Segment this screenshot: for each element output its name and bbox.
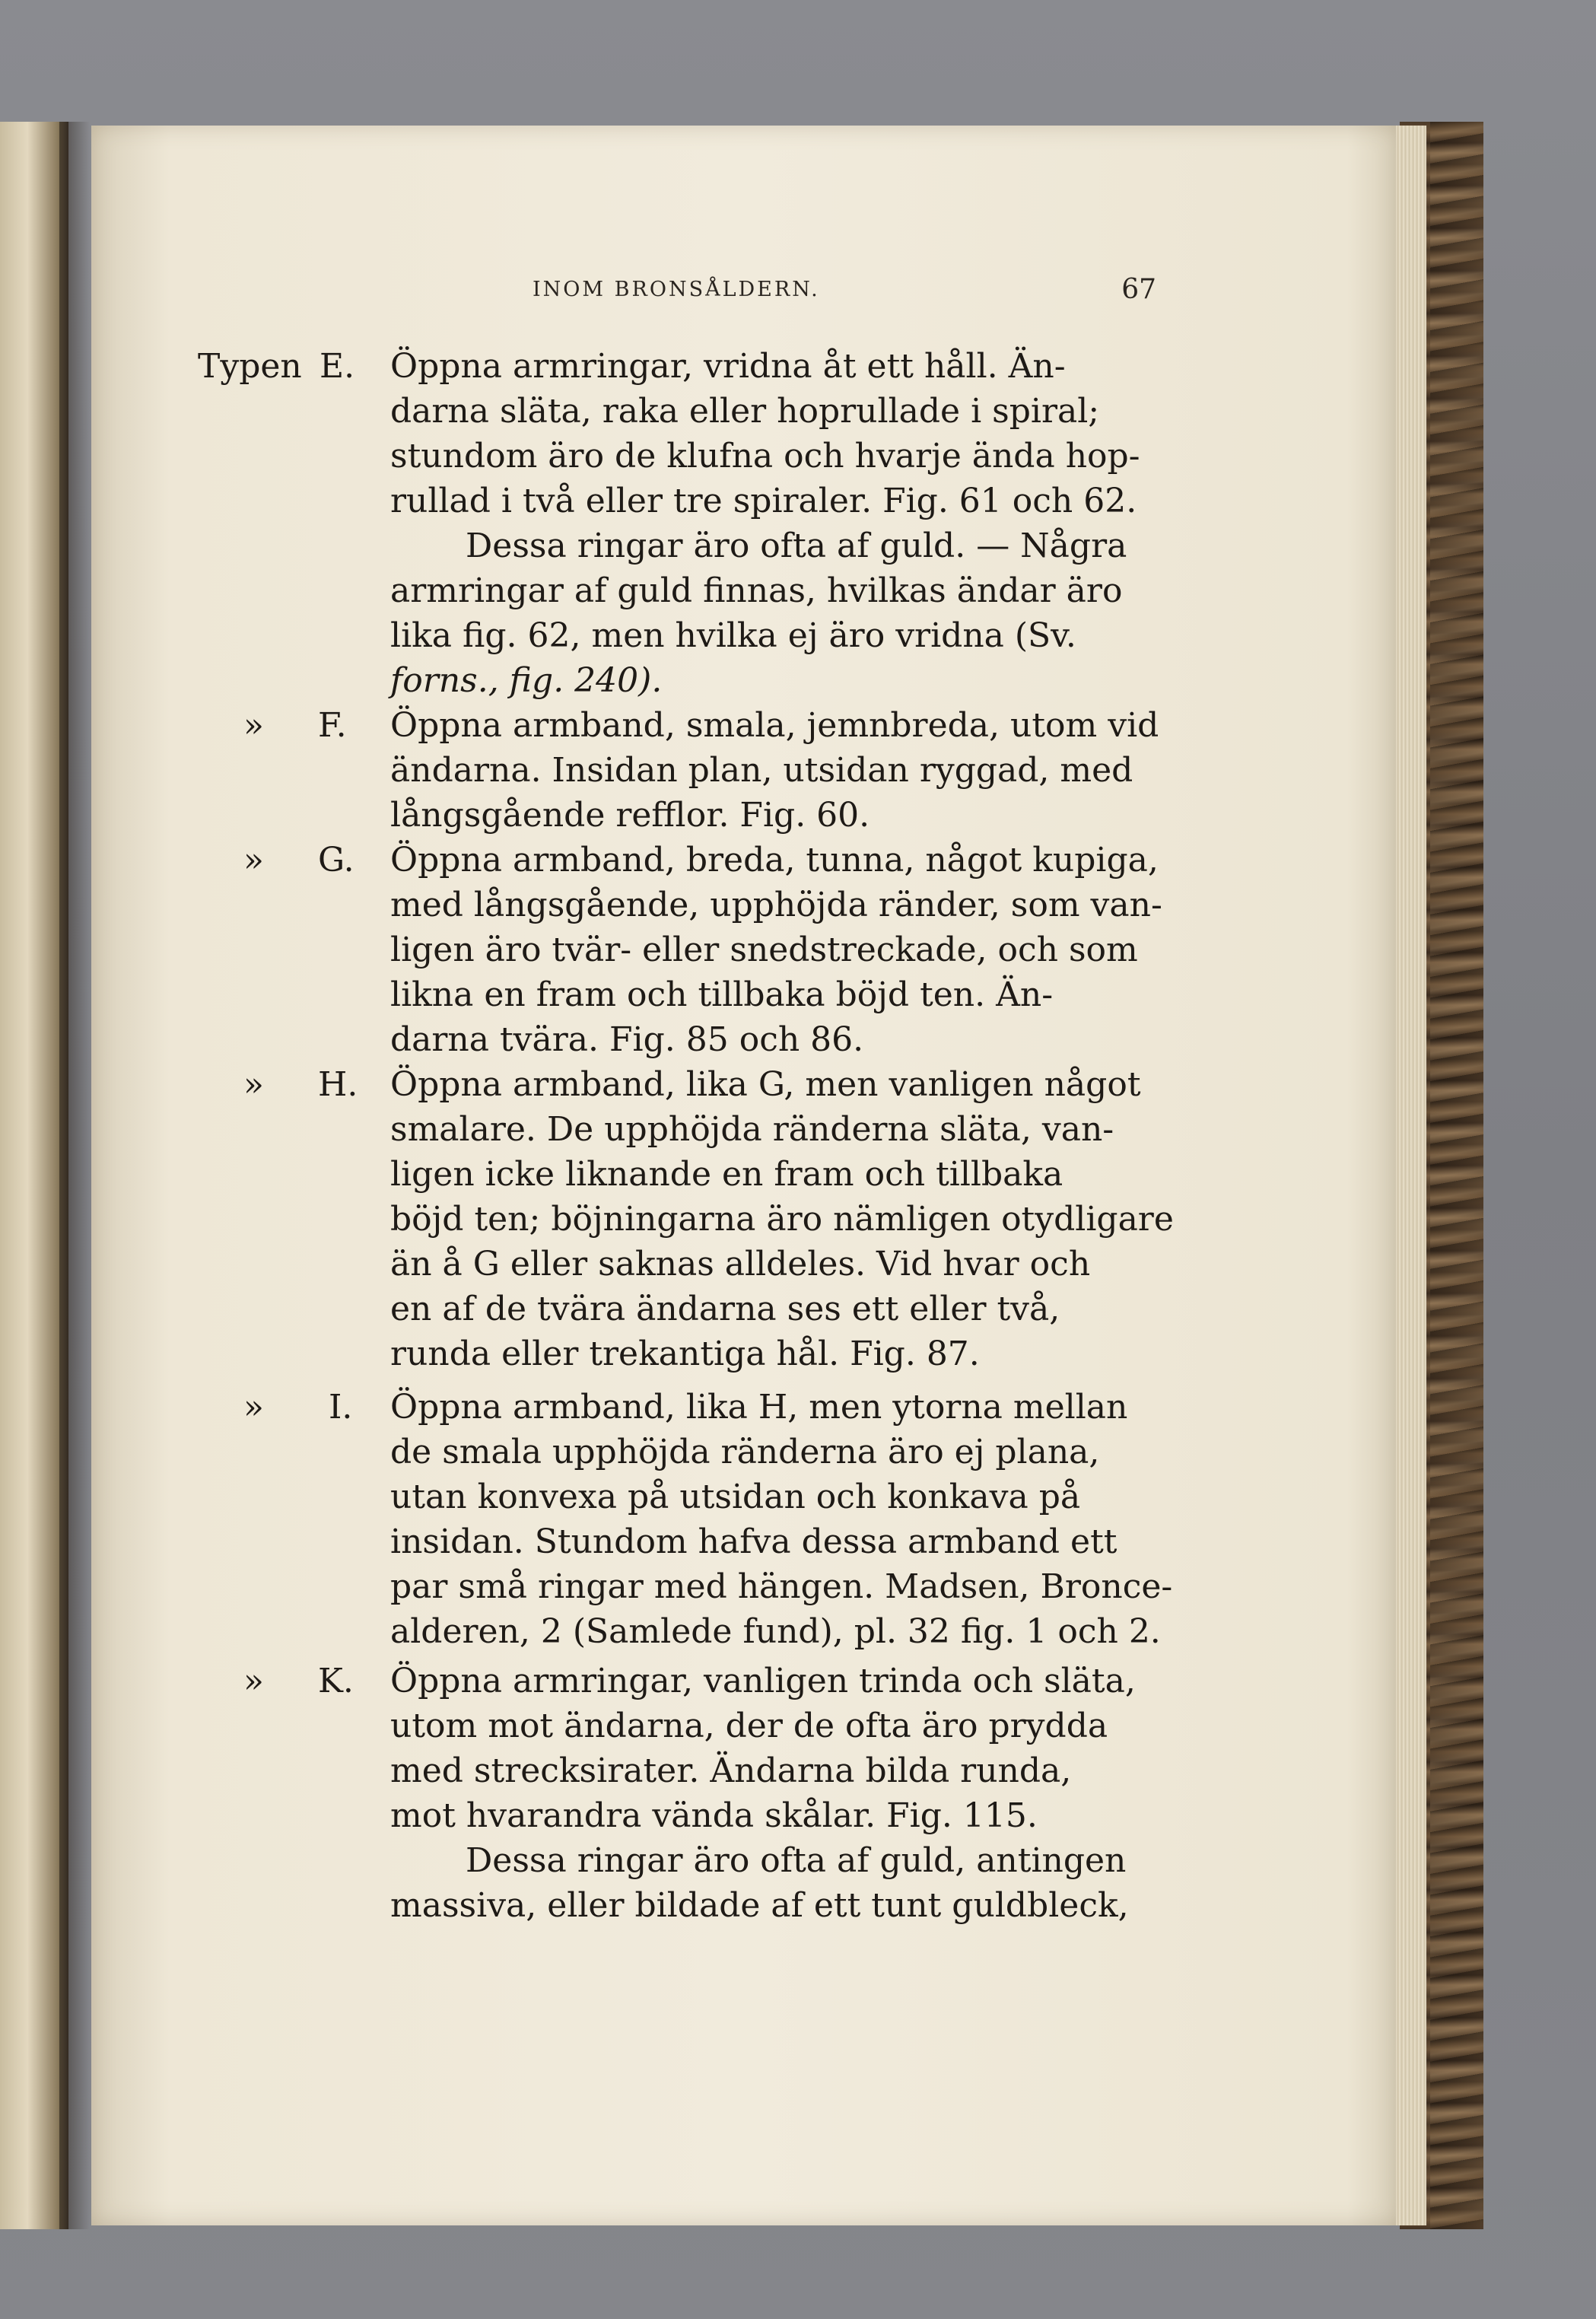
entry-letter: E. <box>320 347 355 386</box>
text-line: likna en fram och tillbaka böjd ten. Än- <box>390 975 1054 1014</box>
text-line: böjd ten; böjningarna äro nämligen otydligare <box>390 1200 1174 1239</box>
text-line: Öppna armringar, vanligen trinda och släta, <box>390 1662 1136 1700</box>
text-line: mot hvarandra vända skålar. Fig. 115. <box>390 1796 1038 1835</box>
text-line: runda eller trekantiga hål. Fig. 87. <box>390 1334 980 1373</box>
entry-label-h <box>198 1062 365 1108</box>
ditto-mark: » <box>243 1388 264 1427</box>
text-line: darna tvära. Fig. 85 och 86. <box>390 1020 864 1059</box>
text-line: ändarna. Insidan plan, utsidan ryggad, med <box>390 751 1133 790</box>
text-line: med långsgående, upphöjda ränder, som van- <box>390 886 1162 924</box>
entry-label-k <box>198 1659 365 1704</box>
entry-type-word: Typen <box>198 347 302 386</box>
facing-page-edge <box>0 122 68 2229</box>
running-head: INOM BRONSÅLDERN. <box>533 278 820 301</box>
text-line: forns., fig. 240). <box>390 661 663 700</box>
text-line: ligen icke liknande en fram och tillbaka <box>390 1155 1063 1194</box>
text-line: en af de tvära ändarna ses ett eller två, <box>390 1290 1060 1328</box>
entry-label-e <box>198 344 365 390</box>
text-line-indented: Dessa ringar äro ofta af guld, antingen <box>466 1841 1127 1880</box>
text-line: utan konvexa på utsidan och konkava på <box>390 1478 1081 1516</box>
text-line: långsgående refflor. Fig. 60. <box>390 796 870 835</box>
entry-label-i <box>198 1385 365 1430</box>
entry-letter: F. <box>318 706 347 745</box>
text-line: insidan. Stundom hafva dessa armband ett <box>390 1522 1118 1561</box>
text-line: armringar af guld finnas, hvilkas ändar äro <box>390 571 1123 610</box>
text-line: alderen, 2 (Samlede fund), pl. 32 fig. 1 och 2. <box>390 1612 1161 1651</box>
text-line: utom mot ändarna, der de ofta äro prydda <box>390 1707 1108 1745</box>
text-line: än å G eller saknas alldeles. Vid hvar och <box>390 1245 1091 1284</box>
text-line: par små ringar med hängen. Madsen, Bronce- <box>390 1567 1173 1606</box>
entry-letter: K. <box>318 1662 354 1700</box>
gutter-shadow <box>59 122 90 2229</box>
entry-letter: I. <box>329 1388 353 1427</box>
ditto-mark: » <box>243 1065 264 1104</box>
text-line: Öppna armband, lika H, men ytorna mellan <box>390 1388 1128 1427</box>
text-line: Öppna armringar, vridna åt ett håll. Än- <box>390 347 1066 386</box>
entry-letter: G. <box>318 841 354 880</box>
text-line: lika fig. 62, men hvilka ej äro vridna (Sv. <box>390 616 1076 655</box>
text-line: smalare. De upphöjda ränderna släta, van- <box>390 1110 1114 1149</box>
entry-letter: H. <box>318 1065 358 1104</box>
text-line-indented: Dessa ringar äro ofta af guld. — Några <box>466 526 1127 565</box>
ditto-mark: » <box>243 841 264 880</box>
text-line: darna släta, raka eller hoprullade i spiral; <box>390 392 1100 431</box>
page-block-edges <box>1396 126 1426 2225</box>
ditto-mark: » <box>243 706 264 745</box>
entry-label-g <box>198 838 365 883</box>
text-line: stundom äro de klufna och hvarje ända hop- <box>390 437 1140 476</box>
entry-label-f <box>198 703 365 749</box>
text-line: Öppna armband, smala, jemnbreda, utom vid <box>390 706 1159 745</box>
text-line: Öppna armband, breda, tunna, något kupiga, <box>390 841 1159 880</box>
text-line: massiva, eller bildade af ett tunt guldbleck, <box>390 1886 1129 1925</box>
marbled-cover-texture <box>1430 122 1483 2229</box>
text-line: med strecksirater. Ändarna bilda runda, <box>390 1751 1072 1790</box>
ditto-mark: » <box>243 1662 264 1700</box>
text-line: de smala upphöjda ränderna äro ej plana, <box>390 1433 1100 1471</box>
page-number: 67 <box>1121 274 1156 305</box>
text-line: Öppna armband, lika G, men vanligen något <box>390 1065 1141 1104</box>
text-line: rullad i två eller tre spiraler. Fig. 61 och 62. <box>390 482 1137 520</box>
text-line: ligen äro tvär- eller snedstreckade, och som <box>390 930 1138 969</box>
